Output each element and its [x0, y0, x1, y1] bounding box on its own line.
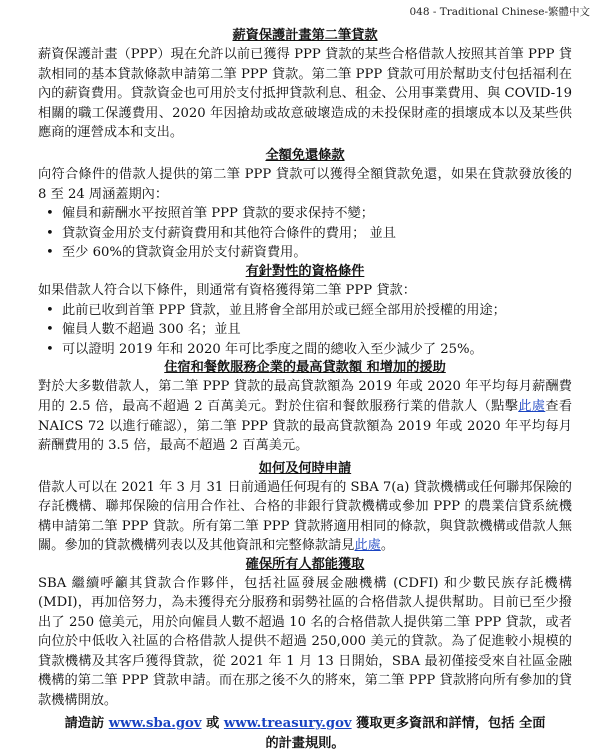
section-title-forgiveness: 全額免還條款: [265, 147, 345, 163]
eligibility-intro: 如果借款人符合以下條件，則通常有資格獲得第二筆 PPP 貸款：: [38, 282, 416, 298]
section-title-max-loan: 住宿和餐飲服務企業的最高貸款額 和增加的援助: [164, 360, 446, 376]
naics-link[interactable]: 此處: [518, 398, 546, 414]
lenders-link[interactable]: 此處: [354, 538, 381, 554]
sba-link[interactable]: www.sba.gov: [108, 715, 202, 731]
list-item: • 可以證明 2019 年和 2020 年可比季度之間的總收入至少減少了 25%。: [38, 340, 572, 360]
section-title-eligibility: 有針對性的資格條件: [245, 263, 365, 279]
second-draw-body: 薪資保護計畫（PPP）現在允許以前已獲得 PPP 貸款的某些合格借款人按照其首筆 PPP 貸款相同的基本貸款條款申請第二筆 PPP 貸款。第二筆 PPP 貸款可用於幫助支付包括福利在內的薪資費用。貸款資金也可用於支付抵押貸款利息、租金、公用事業費用、與 COVID-19 相關的職工保護費用、2020 年因搶劫或故意破壞造成的未投保財產的損壞成本以及某些供應商的運營成本和支出。: [38, 47, 572, 141]
forgiveness-list: [38, 204, 572, 263]
bullet-icon: •: [46, 225, 54, 241]
list-item: • 至少 60%的貸款資金用於支付薪資費用。: [38, 243, 572, 263]
list-item: • 僱員人數不超過 300 名；並且: [38, 320, 572, 340]
footer-note: 請造訪 www.sba.gov 或 www.treasury.gov 獲取更多資訊和詳情，包括 全面 的計畫規則。: [64, 715, 546, 751]
treasury-link[interactable]: www.treasury.gov: [223, 715, 352, 731]
page-header: 048 - Traditional Chinese-繁體中文: [409, 6, 590, 18]
max-loan-body: 對於大多數借款人，第二筆 PPP 貸款的最高貸款額為 2019 年或 2020 年平均每月薪酬費用的 2.5 倍，最高不超過 2 百萬美元。對於住宿和餐飲服務行業的借款人（點擊此處查看 NAICS 72 以進行確認），第二筆 PPP 貸款的最高貸款額為 2019 年或 2020 年平均每月薪酬費用的 3.5 倍，最高不超過 2 百萬美元。: [38, 379, 573, 454]
section-title-second-draw: 薪資保護計畫第二筆貸款: [232, 28, 378, 43]
how-to-apply-body: 借款人可以在 2021 年 3 月 31 日前通過任何現有的 SBA 7(a) 貸款機構或任何聯邦保險的存託機構、聯邦保險的信用合作社、合格的非銀行貸款機構或參加 PPP 的農業信貸系統機構申請第二筆 PPP 貸款。所有第二筆 PPP 貸款將適用相同的條款，與貸款機構或借款人無關。參加的貸款機構列表以及其他資訊和完整條款請見此處。: [38, 479, 572, 554]
bullet-icon: •: [46, 302, 54, 318]
access-body: SBA 繼續呼籲其貸款合作夥伴，包括社區發展金融機構 (CDFI) 和少數民族存託機構 (MDI)，再加倍努力，為未獲得充分服務和弱勢社區的合格借款人提供幫助。目前已至少撥出了 250 億美元，用於向僱員人數不超過 10 名的合格借款人提供第二筆 PPP 貸款，或者向位於中低收入社區的合格借款人提供不超過 250,000 美元的貸款。為了促進較小規模的貸款機構及其客戶獲得貸款，從 2021 年 1 月 13 日開始，SBA 最初僅接受來自社區金融機構的第二筆 PPP 貸款申請。而在那之後不久的將來，第二筆 PPP 貸款將向所有參加的貸款機構開放。: [38, 576, 572, 708]
bullet-icon: •: [46, 341, 54, 357]
list-item: • 僱員和薪酬水平按照首筆 PPP 貸款的要求保持不變；: [38, 204, 572, 224]
list-item: • 貸款資金用於支付薪資費用和其他符合條件的費用； 並且: [38, 224, 572, 244]
section-title-how-to-apply: 如何及何時申請: [258, 460, 352, 476]
bullet-icon: •: [46, 245, 54, 261]
bullet-icon: •: [46, 206, 54, 222]
bullet-icon: •: [46, 322, 54, 338]
list-item: • 此前已收到首筆 PPP 貸款，並且將會全部用於或已經全部用於授權的用途；: [38, 301, 572, 321]
eligibility-list: [38, 301, 572, 360]
forgiveness-intro: 向符合條件的借款人提供的第二筆 PPP 貸款可以獲得全額貸款免還，如果在貸款發放後的 8 至 24 周涵蓋期內：: [38, 166, 572, 202]
section-title-access: 確保所有人都能獲取: [245, 557, 365, 573]
